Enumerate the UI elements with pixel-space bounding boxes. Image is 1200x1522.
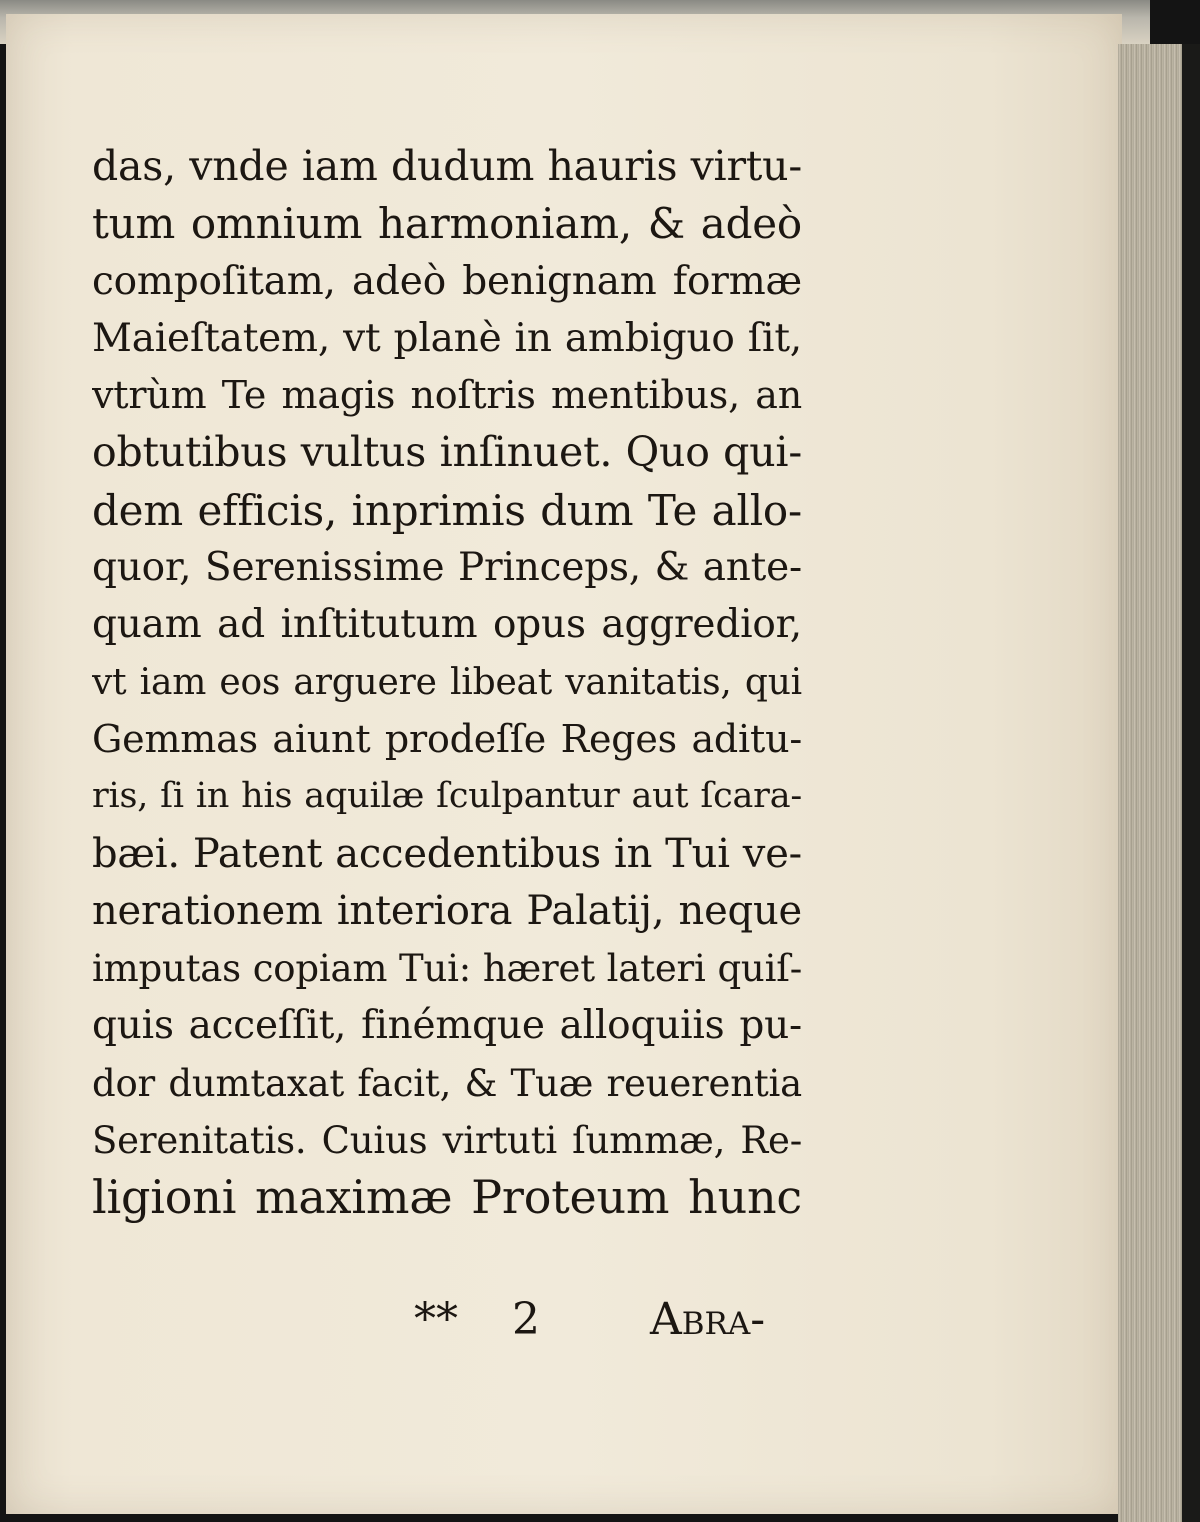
- page-footer: [92, 1294, 792, 1354]
- text-line: ris, ſi in his aquilæ ſculpantur aut ſcara-: [92, 776, 802, 817]
- text-line: dem efficis, inprimis dum Te allo-: [92, 485, 802, 535]
- book-cover-edge: [1182, 44, 1200, 1522]
- text-line: ligioni maximæ Proteum hunc: [92, 1170, 802, 1225]
- catchword: Abra-: [650, 1294, 766, 1345]
- body-text: [92, 138, 802, 1227]
- text-line: nerationem interiora Palatij, neque: [92, 887, 802, 934]
- text-line: Maieſtatem, vt planè in ambiguo ſit,: [92, 315, 802, 361]
- text-line: Gemmas aiunt prodeſſe Reges aditu-: [92, 716, 802, 761]
- text-line: imputas copiam Tui: hæret lateri quiſ-: [92, 947, 802, 991]
- text-line: obtutibus vultus inſinuet. Quo qui-: [92, 428, 802, 477]
- text-line: bæi. Patent accedentibus in Tui ve-: [92, 830, 802, 877]
- book-page: [6, 14, 1122, 1514]
- text-line: das, vnde iam dudum hauris virtu-: [92, 142, 802, 190]
- text-line: compoſitam, adeò benignam formæ: [92, 258, 802, 304]
- text-line: vtrùm Te magis noſtris mentibus, an: [92, 373, 802, 418]
- text-line: vt iam eos arguere libeat vanitatis, qui: [92, 661, 802, 703]
- signature-mark: **: [414, 1294, 458, 1345]
- page-number: 2: [512, 1294, 540, 1345]
- text-line: dor dumtaxat facit, & Tuæ reuerentia: [92, 1061, 802, 1105]
- text-line: Serenitatis. Cuius virtuti ſummæ, Re-: [92, 1119, 802, 1163]
- text-line: quis acceſſit, finémque alloquiis pu-: [92, 1003, 802, 1049]
- text-line: quam ad inſtitutum opus aggredior,: [92, 602, 802, 648]
- text-line: tum omnium harmoniam, & adeò: [92, 199, 802, 249]
- text-line: quor, Serenissime Princeps, & ante-: [92, 545, 802, 591]
